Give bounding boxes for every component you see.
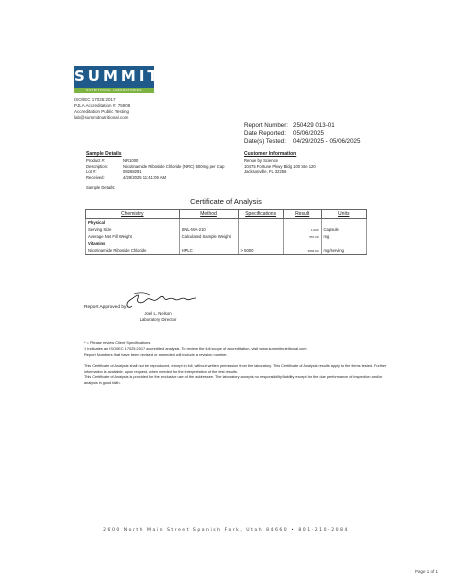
group-row (86, 240, 367, 247)
accreditation-block (74, 97, 130, 121)
accreditation-line: PJLA Accreditation #: 75908 (74, 103, 131, 108)
sample-key: Product #: (86, 158, 106, 163)
disclaimer (84, 364, 389, 386)
page-number: Page 1 of 1 (414, 569, 438, 574)
dates-tested-label: Date(s) Tested: (244, 137, 286, 145)
cell-method: Calculated Sample Weight (179, 233, 238, 240)
table-row (86, 247, 367, 255)
coa-title: Certificate of Analysis (190, 197, 262, 206)
cell-units: Capsule (321, 226, 366, 233)
table-header-row (86, 210, 367, 219)
note-line: * = Please review Client Specifications (84, 340, 151, 345)
cell-result: 1.000 (283, 226, 321, 233)
sample-value: Nicotinamide Riboside Chloride (NRC) 500mg per Cap (123, 163, 225, 169)
report-info (244, 122, 360, 145)
date-reported: 05/06/2025 (293, 129, 324, 137)
cell-units: mg (321, 233, 366, 240)
notes (84, 340, 384, 359)
accreditation-line: ISO/IEC 17025:2017 (74, 97, 116, 102)
note-line: Report Numbers that have been revised or amended will include a revision number. (84, 352, 228, 358)
analysis-table (85, 209, 367, 255)
company-logo (74, 66, 161, 93)
customer-line: Renue by Science (244, 158, 278, 163)
approved-by-label: Report Approved by: (84, 305, 128, 310)
note-line: † Indicates an ISO/IEC 17025:2017 accredited analysis. To review the full scope of accreditation, visit www.summitnutritional.com (84, 346, 307, 352)
signature-image (122, 290, 202, 312)
cell-spec (238, 233, 283, 240)
cell-chemistry: Nicotinamide Riboside Chloride (86, 247, 180, 255)
sample-key: Description: (86, 163, 109, 169)
accreditation-email: lab@summitnutritional.com (74, 115, 129, 120)
sample-value: 4/29/2025 11:41:09 AM (123, 174, 166, 180)
report-number-label: Report Number: (244, 122, 289, 129)
signer-block (134, 311, 182, 322)
sample-key: Received: (86, 174, 105, 180)
cell-units: mg/serving (321, 247, 366, 255)
group-label: Physical (86, 219, 180, 227)
customer-line: Jacksonville, FL 32256 (244, 169, 287, 175)
header-method: Method (179, 210, 238, 219)
customer-line: 10475 Fortune Pkwy Bldg 100 Ste 120 (244, 163, 316, 169)
cell-method: HPLC (179, 247, 238, 255)
cell-result: 557.29 (283, 233, 321, 240)
group-label: Vitamins (86, 240, 180, 247)
header-chemistry: Chemistry (86, 210, 180, 219)
cell-chemistry: Average Net Fill Weight (86, 233, 180, 240)
cell-chemistry: Serving Size (86, 226, 180, 233)
table-row (86, 226, 367, 233)
date-reported-label: Date Reported: (244, 129, 286, 137)
cell-result: 5066.90 (283, 247, 321, 255)
sample-details-title: Sample Details (86, 151, 122, 157)
logo-subtitle: NUTRITIONAL LABORATORIES (86, 88, 142, 92)
cell-spec: > 5000 (238, 247, 283, 255)
report-number: 250429 013-01 (293, 122, 335, 129)
sample-key: Lot #: (86, 169, 97, 175)
signer-title: Laboratory Director (139, 316, 177, 322)
sample-details (86, 158, 224, 180)
sample-value: NR1000 (123, 158, 139, 163)
logo-wordmark: SUMMIT (74, 67, 161, 85)
table-row (86, 233, 367, 240)
dates-tested: 04/29/2025 - 05/06/2025 (293, 137, 361, 145)
header-units: Units (321, 210, 366, 219)
customer-info (244, 158, 316, 175)
accreditation-line: Accreditation Public Testing (74, 109, 129, 114)
cell-method: SNL-MA-210 (179, 226, 238, 233)
disclaimer-paragraph: This Certificate of Analysis is provided for the exclusive use of the addressee. The laboratory accepts no responsibility/liability except for the due performance of inspection and/or analysis in good faith. (84, 375, 383, 385)
customer-info-title: Customer Information (244, 151, 297, 157)
signer-name: Joel L. Nelson (144, 311, 172, 316)
footer-address: 2600 North Main Street Spanish Fork, Utah 84660 • 801-210-2084 (103, 528, 349, 533)
sample-details-label: Sample Details: (86, 185, 116, 190)
disclaimer-paragraph: This Certificate of Analysis shall not be reproduced, except in full, without written permission from the laboratory. This Certificate of Analysis results apply to the items tested. Further information is available, upon request, when needed for the interpretation of the test results. (84, 364, 387, 374)
sample-value: 08268291 (123, 169, 142, 175)
cell-spec (238, 226, 283, 233)
group-row (86, 219, 367, 227)
header-specifications: Specifications (238, 210, 283, 219)
header-result: Result (283, 210, 321, 219)
